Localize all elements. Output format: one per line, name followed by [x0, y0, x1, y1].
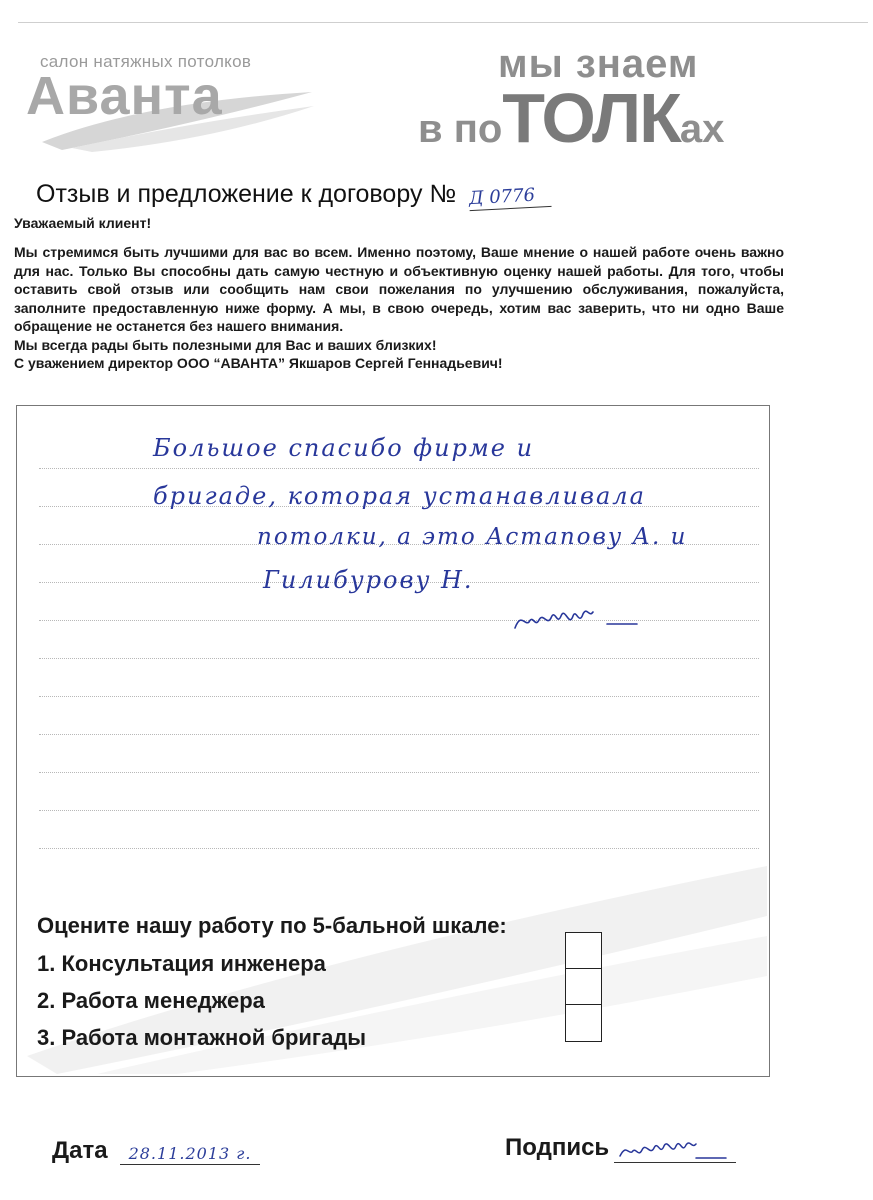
rating-title: Оцените нашу работу по 5-бальной шкале:	[37, 913, 507, 938]
ruled-line	[39, 734, 759, 735]
intro-signoff: С уважением директор ООО “АВАНТА” Якшаров Сергей Геннадьевич!	[14, 355, 503, 371]
rating-item-label: 1. Консультация инженера	[37, 951, 326, 976]
slogan-line-2	[418, 78, 724, 158]
ruled-line	[39, 620, 759, 621]
page-title	[36, 180, 551, 209]
handwritten-line-2: бригаде, которая устанавливала	[153, 482, 646, 510]
signature-field[interactable]	[614, 1142, 736, 1163]
handwritten-line-3: потолки, а это Астапову А. и	[257, 524, 688, 550]
intro-text	[14, 243, 784, 373]
ruled-line	[39, 468, 759, 469]
ruled-line	[39, 658, 759, 659]
slogan-prefix: в по	[418, 107, 503, 151]
intro-closing: Мы всегда рады быть полезными для Вас и ваших близких!	[14, 336, 437, 353]
date-field[interactable]: 28.11.2013 г.	[120, 1144, 260, 1165]
brand-name: Аванта	[26, 66, 223, 126]
slogan-suffix: ах	[679, 107, 725, 151]
signature-label: Подпись	[505, 1134, 610, 1161]
ruled-line	[39, 696, 759, 697]
brand-logo	[22, 62, 322, 152]
slogan-emphasis: ТОЛК	[502, 79, 680, 157]
signature-scribble	[511, 604, 651, 640]
signature-icon	[616, 1142, 734, 1162]
rating-box-manager[interactable]	[565, 968, 602, 1006]
slogan-line-1: мы знаем	[498, 42, 699, 86]
brand-subtitle: салон натяжных потолков	[40, 52, 252, 71]
handwritten-line-1: Большое спасибо фирме и	[153, 434, 535, 462]
title-label: Отзыв и предложение к договору №	[36, 180, 457, 208]
rating-box-installation[interactable]	[565, 1004, 602, 1042]
ruled-line	[39, 772, 759, 773]
top-border-line	[18, 22, 868, 23]
date-label: Дата	[52, 1137, 108, 1164]
greeting: Уважаемый клиент!	[14, 215, 152, 231]
feedback-box[interactable]	[16, 405, 770, 1077]
handwritten-line-4: Гилибурову Н.	[263, 566, 474, 594]
rating-item-label: 2. Работа менеджера	[37, 988, 265, 1013]
rating-item-label: 3. Работа монтажной бригады	[37, 1025, 367, 1050]
rating-box-consultation[interactable]	[565, 932, 602, 970]
intro-paragraph: Мы стремимся быть лучшими для вас во всем. Именно поэтому, Ваше мнение о нашей работе очень важно для нас. Только Вы способны дать самую честную и объективную оценку нашей работы. Для того, чтобы оставить свой отзыв или сообщить нам свои пожелания по улучшению обслуживания, пожалуйста, заполните предоставленную ниже форму. А мы, в свою очередь, хотим вас заверить, что ни одно Ваше обращение не останется без нашего внимания.	[14, 244, 784, 334]
contract-number-field[interactable]: Д 0776	[469, 184, 552, 211]
